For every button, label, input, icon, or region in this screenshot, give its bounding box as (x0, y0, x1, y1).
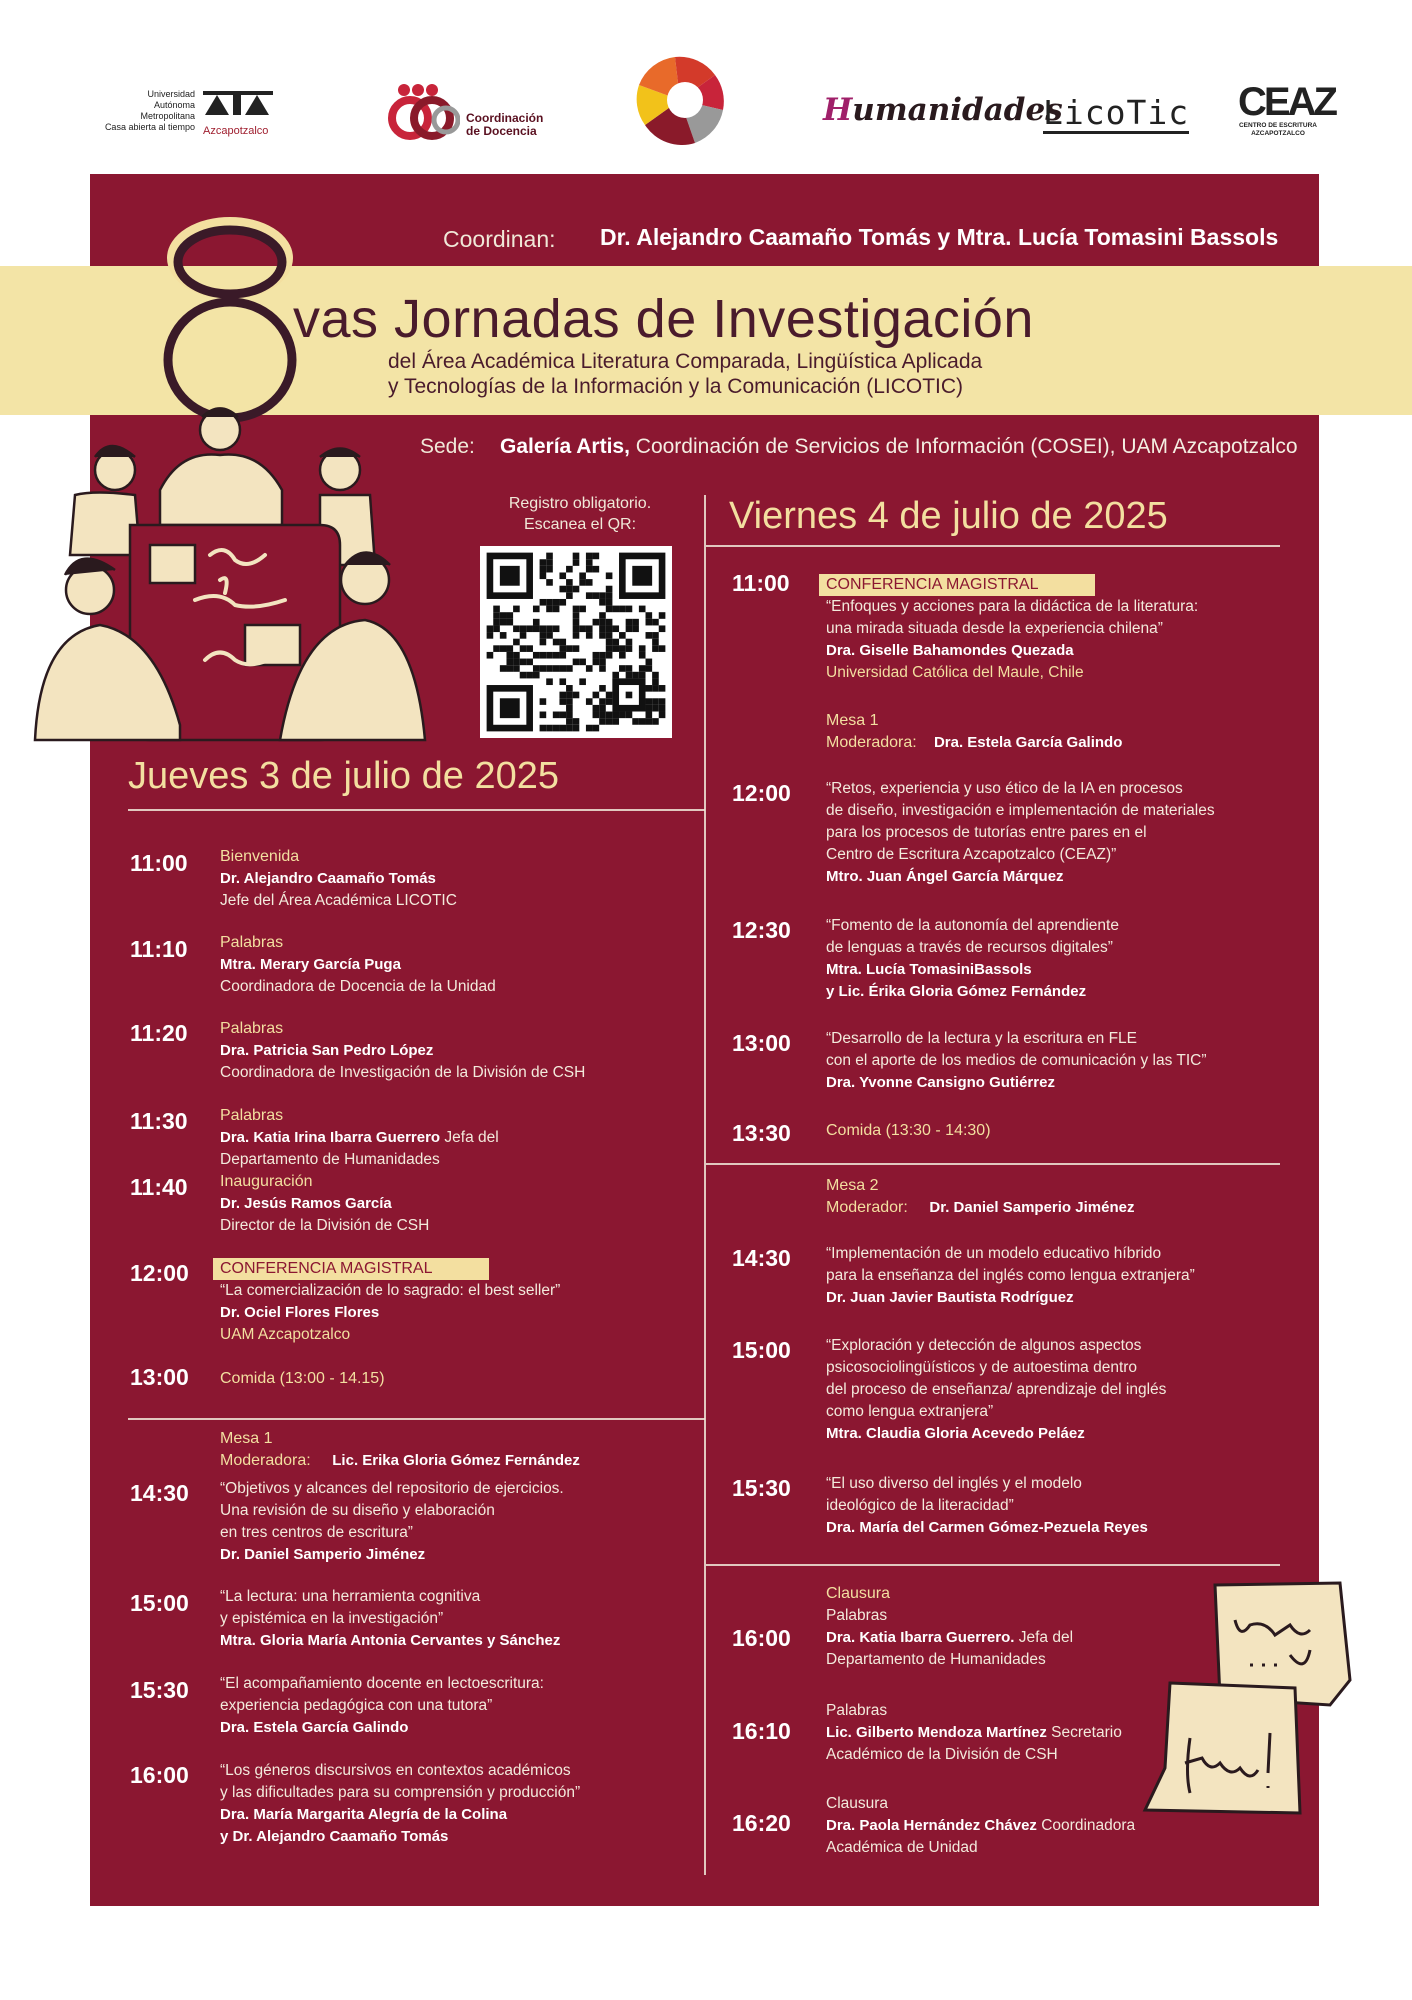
moderator: Moderadora: Lic. Erika Gloria Gómez Fernández (220, 1452, 580, 1469)
talk-title: con el aporte de los medios de comunicación y las TIC” (826, 1052, 1207, 1069)
docencia-circles-icon (388, 82, 460, 140)
mesa-label: Mesa 2 (826, 1177, 879, 1194)
speaker: Mtra. Lucía TomasiniBassols (826, 961, 1032, 978)
speaker-role: Director de la División de CSH (220, 1217, 430, 1234)
speaker-role: Departamento de Humanidades (220, 1151, 440, 1168)
event-title: vas Jornadas de Investigación (293, 289, 1034, 349)
time-slot: 14:30 (130, 1480, 189, 1506)
talk-title: “Desarrollo de la lectura y la escritura en FLE (826, 1030, 1137, 1047)
speaker: Dr. Ociel Flores Flores (220, 1304, 380, 1321)
uam-logo (95, 85, 285, 145)
schedule-item (220, 846, 457, 912)
speaker-role: Coordinadora de Docencia de la Unidad (220, 978, 496, 995)
closing-item (826, 1700, 1122, 1766)
talk-title: del proceso de enseñanza/ aprendizaje del inglés (826, 1381, 1167, 1398)
talk-item (826, 1243, 1195, 1309)
uam-name: Universidad Autónoma Metropolitana Casa abierta al tiempo (104, 89, 195, 132)
schedule-item (220, 932, 496, 998)
docencia-line2: de Docencia (466, 124, 537, 138)
talk-title: para la enseñanza del inglés como lengua extranjera” (826, 1267, 1195, 1284)
speaker: Dra. María Margarita Alegría de la Colina (220, 1806, 508, 1823)
schedule-item (220, 1018, 585, 1084)
talk-title: “Fomento de la autonomía del aprendiente (826, 917, 1119, 934)
mesa-header (220, 1428, 580, 1472)
time-slot: 11:30 (130, 1108, 188, 1134)
moderator: Moderador: Dr. Daniel Samperio Jiménez (826, 1199, 1135, 1216)
mesa-header (826, 710, 1122, 754)
event-type: Bienvenida (220, 848, 300, 865)
talk-item (826, 915, 1119, 1003)
talk-item (826, 1473, 1148, 1539)
talk-item (220, 1760, 580, 1848)
speaker-role: Académica de Unidad (826, 1839, 978, 1856)
schedule-item (220, 1368, 385, 1390)
speaker: y Lic. Érika Gloria Gómez Fernández (826, 983, 1087, 1000)
talk-title: “El uso diverso del inglés y el modelo (826, 1475, 1082, 1492)
event-type: Comida (13:00 - 14.15) (220, 1370, 385, 1387)
speaker: Dra. Katia Ibarra Guerrero. Jefa del (826, 1629, 1074, 1646)
humanidades-logo: Humanidades (823, 92, 1063, 128)
speaker: Dr. Jesús Ramos García (220, 1195, 392, 1212)
docencia-line1: Coordinación (466, 111, 544, 125)
time-slot: 16:00 (732, 1625, 791, 1651)
schedule-item (826, 1120, 991, 1142)
event-type: Palabras (220, 934, 284, 951)
time-slot: 14:30 (732, 1245, 791, 1271)
talk-item (220, 1586, 560, 1652)
event-type: Clausura (826, 1795, 889, 1812)
registration-note: Registro obligatorio. Escanea el QR: (508, 495, 652, 533)
speaker: Dra. Estela García Galindo (220, 1719, 409, 1736)
speaker: Dr. Juan Javier Bautista Rodríguez (826, 1289, 1074, 1306)
talk-title: Una revisión de su diseño y elaboración (220, 1502, 495, 1519)
talk-title: y epistémica en la investigación” (220, 1610, 444, 1627)
speaker-affiliation: Universidad Católica del Maule, Chile (826, 664, 1084, 681)
closing-item (826, 1793, 1135, 1859)
mesa-label: Mesa 1 (826, 712, 879, 729)
speaker: Mtro. Juan Ángel García Márquez (826, 868, 1064, 885)
speaker: Dra. María del Carmen Gómez-Pezuela Reyes (826, 1519, 1148, 1536)
speaker: Dra. Patricia San Pedro López (220, 1042, 434, 1059)
time-slot: 11:20 (130, 1020, 188, 1046)
talk-title: “La comercialización de lo sagrado: el best seller” (220, 1282, 561, 1299)
day1-lunch-divider (128, 1418, 705, 1420)
event-type: Inauguración (220, 1173, 313, 1190)
time-slot: 15:00 (130, 1590, 189, 1616)
venue-label: Sede: (420, 435, 475, 458)
time-slot: 12:30 (732, 917, 791, 943)
talk-item (826, 778, 1215, 888)
speaker: Dr. Alejandro Caamaño Tomás (220, 870, 436, 887)
ceaz-line1: CENTRO DE ESCRITURA (1238, 122, 1317, 129)
time-slot: 13:00 (732, 1030, 791, 1056)
speaker: Dr. Daniel Samperio Jiménez (220, 1546, 426, 1563)
talk-item (826, 1028, 1207, 1094)
schedule-item (220, 1171, 429, 1237)
time-slot: 11:00 (732, 570, 790, 596)
day2-title: Viernes 4 de julio de 2025 (729, 495, 1168, 537)
sticky-note-graphic (1140, 1678, 1305, 1818)
schedule-item (220, 1258, 560, 1346)
speaker: Mtra. Claudia Gloria Acevedo Peláez (826, 1425, 1085, 1442)
event-subtitle: del Área Académica Literatura Comparada, Lingüística Aplicada y Tecnologías de la Información y la Comunicación (LICOTIC) (388, 350, 983, 398)
speaker: Mtra. Merary García Puga (220, 956, 401, 973)
speaker: Mtra. Gloria María Antonia Cervantes y Sánchez (220, 1632, 561, 1649)
day1-title: Jueves 3 de julio de 2025 (128, 755, 559, 797)
moderator: Moderadora: Dra. Estela García Galindo (826, 734, 1123, 751)
event-type: Palabras (220, 1020, 284, 1037)
uam-emblem-icon (203, 87, 273, 117)
clausura-heading: Clausura (826, 1585, 891, 1602)
closing-item (826, 1605, 1073, 1671)
time-slot: 15:30 (732, 1475, 791, 1501)
speaker-affiliation: UAM Azcapotzalco (220, 1326, 351, 1343)
day2-divider (706, 545, 1280, 547)
time-slot: 11:00 (130, 850, 188, 876)
time-slot: 13:30 (732, 1120, 791, 1146)
talk-title: como lengua extranjera” (826, 1403, 994, 1420)
speaker: Dra. Giselle Bahamondes Quezada (826, 642, 1074, 659)
speaker: Dra. Paola Hernández Chávez Coordinadora (826, 1817, 1136, 1834)
coordinacion-docencia-logo (388, 82, 548, 142)
talk-title: y las dificultades para su comprensión y producción” (220, 1784, 581, 1801)
talk-title: de diseño, investigación e implementación de materiales (826, 802, 1215, 819)
coordinators-label: Coordinan: (443, 226, 556, 252)
keynote-tag: CONFERENCIA MAGISTRAL (220, 1258, 560, 1280)
speaker-role: Académico de la División de CSH (826, 1746, 1058, 1763)
people-discussion-illustration (20, 395, 460, 745)
venue-text: Galería Artis, Coordinación de Servicios de Información (COSEI), UAM Azcapotzalco (500, 435, 1298, 458)
talk-title: “Implementación de un modelo educativo híbrido (826, 1245, 1162, 1262)
column-divider (704, 495, 706, 1875)
time-slot: 11:10 (130, 936, 188, 962)
day2-closing-divider (706, 1564, 1280, 1566)
speaker: Dra. Katia Irina Ibarra Guerrero Jefa del (220, 1129, 499, 1146)
coordinators-names: Dr. Alejandro Caamaño Tomás y Mtra. Lucía Tomasini Bassols (600, 224, 1279, 250)
speaker: Dra. Yvonne Cansigno Gutiérrez (826, 1074, 1055, 1091)
schedule-item (220, 1105, 499, 1171)
qr-code-icon (480, 546, 672, 738)
time-slot: 16:20 (732, 1810, 791, 1836)
talk-title: “Exploración y detección de algunos aspectos (826, 1337, 1142, 1354)
talk-title: ideológico de la literacidad” (826, 1497, 1014, 1514)
event-type: Palabras (220, 1107, 284, 1124)
talk-title: de lenguas a través de recursos digitales” (826, 939, 1113, 956)
talk-item (220, 1673, 544, 1739)
ceaz-logo (1238, 80, 1335, 138)
time-slot: 16:00 (130, 1762, 189, 1788)
time-slot: 15:00 (732, 1337, 791, 1363)
talk-title: “Objetivos y alcances del repositorio de ejercicios. (220, 1480, 564, 1497)
event-type: Palabras (826, 1607, 888, 1624)
talk-item (220, 1478, 564, 1566)
talk-title: en tres centros de escritura” (220, 1524, 413, 1541)
keynote-tag: CONFERENCIA MAGISTRAL (826, 574, 1198, 596)
talk-title: psicosociolingüísticos y de autoestima dentro (826, 1359, 1138, 1376)
speaker-role: Jefe del Área Académica LICOTIC (220, 892, 457, 909)
keynote-item (826, 574, 1198, 684)
time-slot: 13:00 (130, 1364, 189, 1390)
time-slot: 15:30 (130, 1677, 189, 1703)
licotic-logo: LicoTic (1043, 93, 1190, 132)
talk-title: “Los géneros discursivos en contextos académicos (220, 1762, 571, 1779)
mesa-label: Mesa 1 (220, 1430, 273, 1447)
speaker: Lic. Gilberto Mendoza Martínez Secretario (826, 1724, 1122, 1741)
time-slot: 16:10 (732, 1718, 791, 1744)
talk-title: Centro de Escritura Azcapotzalco (CEAZ)” (826, 846, 1117, 863)
speaker-role: Departamento de Humanidades (826, 1651, 1046, 1668)
speaker: y Dr. Alejandro Caamaño Tomás (220, 1828, 449, 1845)
talk-title: experiencia pedagógica con una tutora” (220, 1697, 493, 1714)
lunch-label: Comida (13:30 - 14:30) (826, 1122, 991, 1139)
event-type: Palabras (826, 1702, 888, 1719)
closing-header (826, 1583, 890, 1605)
coordinacion-servicios-logo (625, 55, 735, 145)
day1-divider (128, 809, 705, 811)
talk-title: “El acompañamiento docente en lectoescritura: (220, 1675, 544, 1692)
talk-title: una mirada situada desde la experiencia chilena” (826, 620, 1163, 637)
registration-qr-code[interactable] (480, 546, 672, 738)
day2-lunch-divider (706, 1163, 1280, 1165)
ceaz-line2: AZCAPOTZALCO (1251, 130, 1305, 137)
uam-campus: Azcapotzalco (203, 125, 269, 137)
talk-title: “La lectura: una herramienta cognitiva (220, 1588, 481, 1605)
talk-title: “Retos, experiencia y uso ético de la IA en procesos (826, 780, 1183, 797)
time-slot: 11:40 (130, 1174, 188, 1200)
time-slot: 12:00 (130, 1260, 189, 1286)
talk-item (826, 1335, 1166, 1445)
talk-title: para los procesos de tutorías entre pares en el (826, 824, 1147, 841)
talk-title: “Enfoques y acciones para la didáctica de la literatura: (826, 598, 1199, 615)
ceaz-name: CEAZ (1238, 80, 1335, 124)
mesa-header (826, 1175, 1134, 1219)
speaker-role: Coordinadora de Investigación de la División de CSH (220, 1064, 586, 1081)
time-slot: 12:00 (732, 780, 791, 806)
